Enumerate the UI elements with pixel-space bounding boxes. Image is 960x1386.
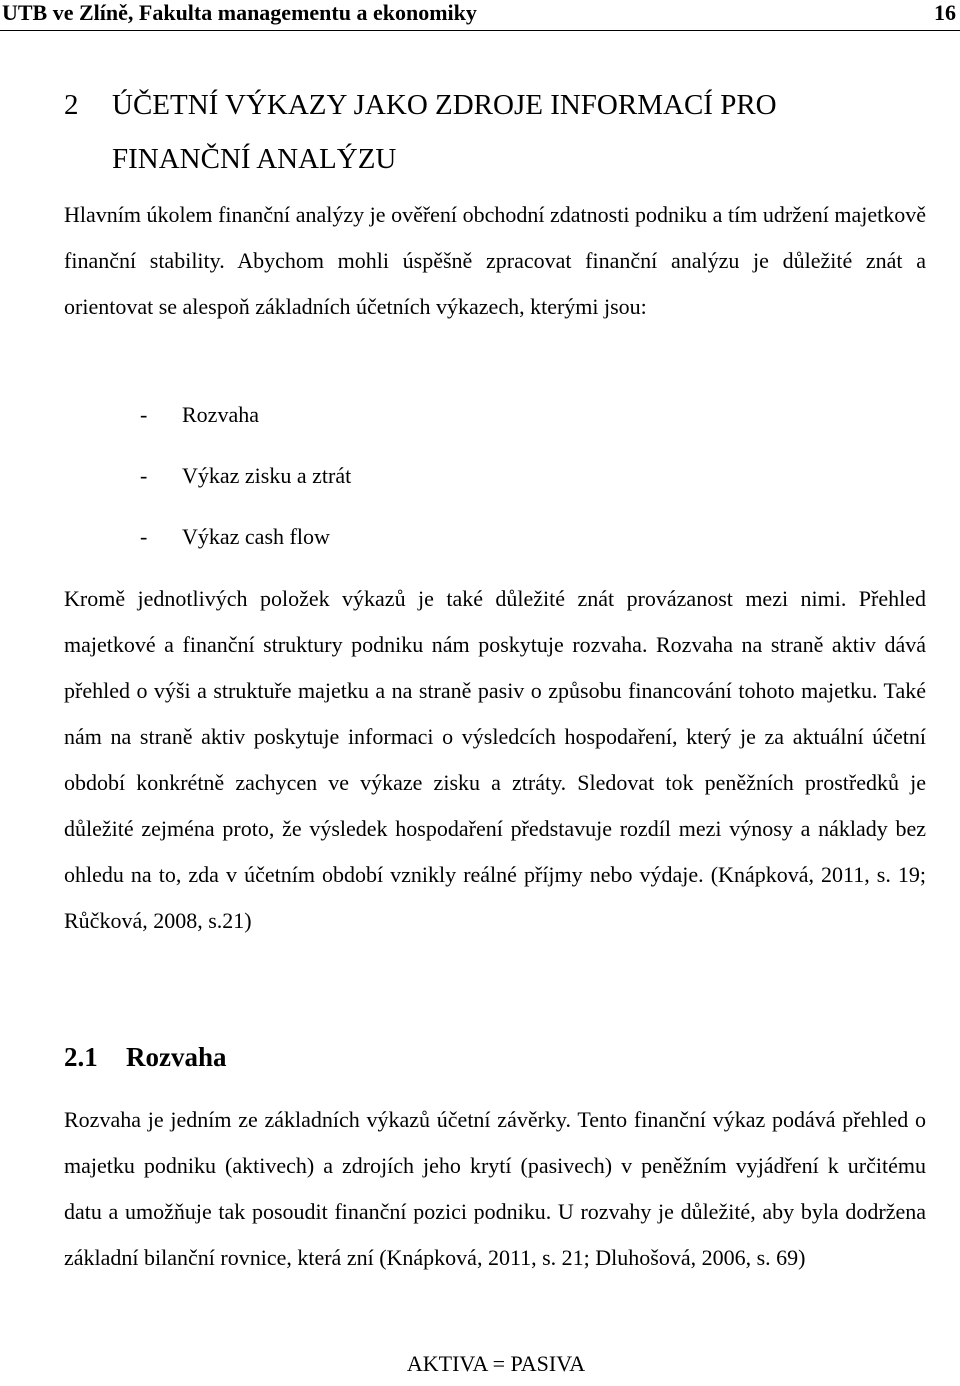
list-item-label: Výkaz zisku a ztrát (182, 463, 352, 488)
list-marker: - (140, 402, 148, 427)
statements-list (140, 392, 351, 575)
intro-paragraph: Hlavním úkolem finanční analýzy je ověření obchodní zdatnosti podniku a tím udržení majetkově finanční stability. Abychom mohli úspěšně zpracovat finanční analýzu je důležité znát a orientovat se alespoň základních účetních výkazech, kterými jsou: (64, 202, 926, 319)
chapter-title-line1: ÚČETNÍ VÝKAZY JAKO ZDROJE INFORMACÍ PRO (112, 89, 777, 121)
chapter-heading (64, 78, 934, 186)
list-item (140, 453, 351, 514)
list-marker: - (140, 524, 148, 549)
list-item-label: Výkaz cash flow (182, 524, 330, 549)
chapter-title-line2: FINANČNÍ ANALÝZU (112, 143, 397, 175)
balance-equation: AKTIVA = PASIVA (406, 1351, 586, 1376)
list-item-label: Rozvaha (182, 402, 259, 427)
section-number: 2.1 (64, 1042, 98, 1072)
running-header (0, 0, 960, 31)
section-paragraph: Rozvaha je jedním ze základních výkazů účetní závěrky. Tento finanční výkaz podává přehled o majetku podniku (aktivech) a zdrojích jeho krytí (pasivech) v peněžním vyjádření k určitému datu a umožňuje tak posoudit finanční pozici podniku. U rozvahy je důležité, aby byla dodržena základní bilanční rovnice, která zní (Knápková, 2011, s. 21; Dluhošová, 2006, s. 69) (64, 1107, 926, 1270)
page-number: 16 (934, 0, 956, 25)
header-title: UTB ve Zlíně, Fakulta managementu a ekonomiky (2, 0, 477, 25)
list-item (140, 392, 351, 453)
section-title: Rozvaha (126, 1042, 227, 1072)
main-paragraph: Kromě jednotlivých položek výkazů je také důležité znát provázanost mezi nimi. Přehled majetkové a finanční struktury podniku nám poskytuje rozvaha. Rozvaha na straně aktiv dává přehled o výši a struktuře majetku a na straně pasiv o způsobu financování tohoto majetku. Také nám na straně aktiv poskytuje informaci o výsledcích hospodaření, který je za aktuální účetní období konkrétně zachycen ve výkaze zisku a ztráty. Sledovat tok peněžních prostředků je důležité zejména proto, že výsledek hospodaření představuje rozdíl mezi výnosy a náklady bez ohledu na to, zda v účetním období vznikly reálné příjmy nebo výdaje. (Knápková, 2011, s. 19; Růčková, 2008, s.21) (64, 586, 926, 933)
chapter-number: 2 (64, 89, 79, 121)
section-heading (64, 1035, 227, 1079)
list-marker: - (140, 463, 148, 488)
list-item (140, 514, 351, 575)
